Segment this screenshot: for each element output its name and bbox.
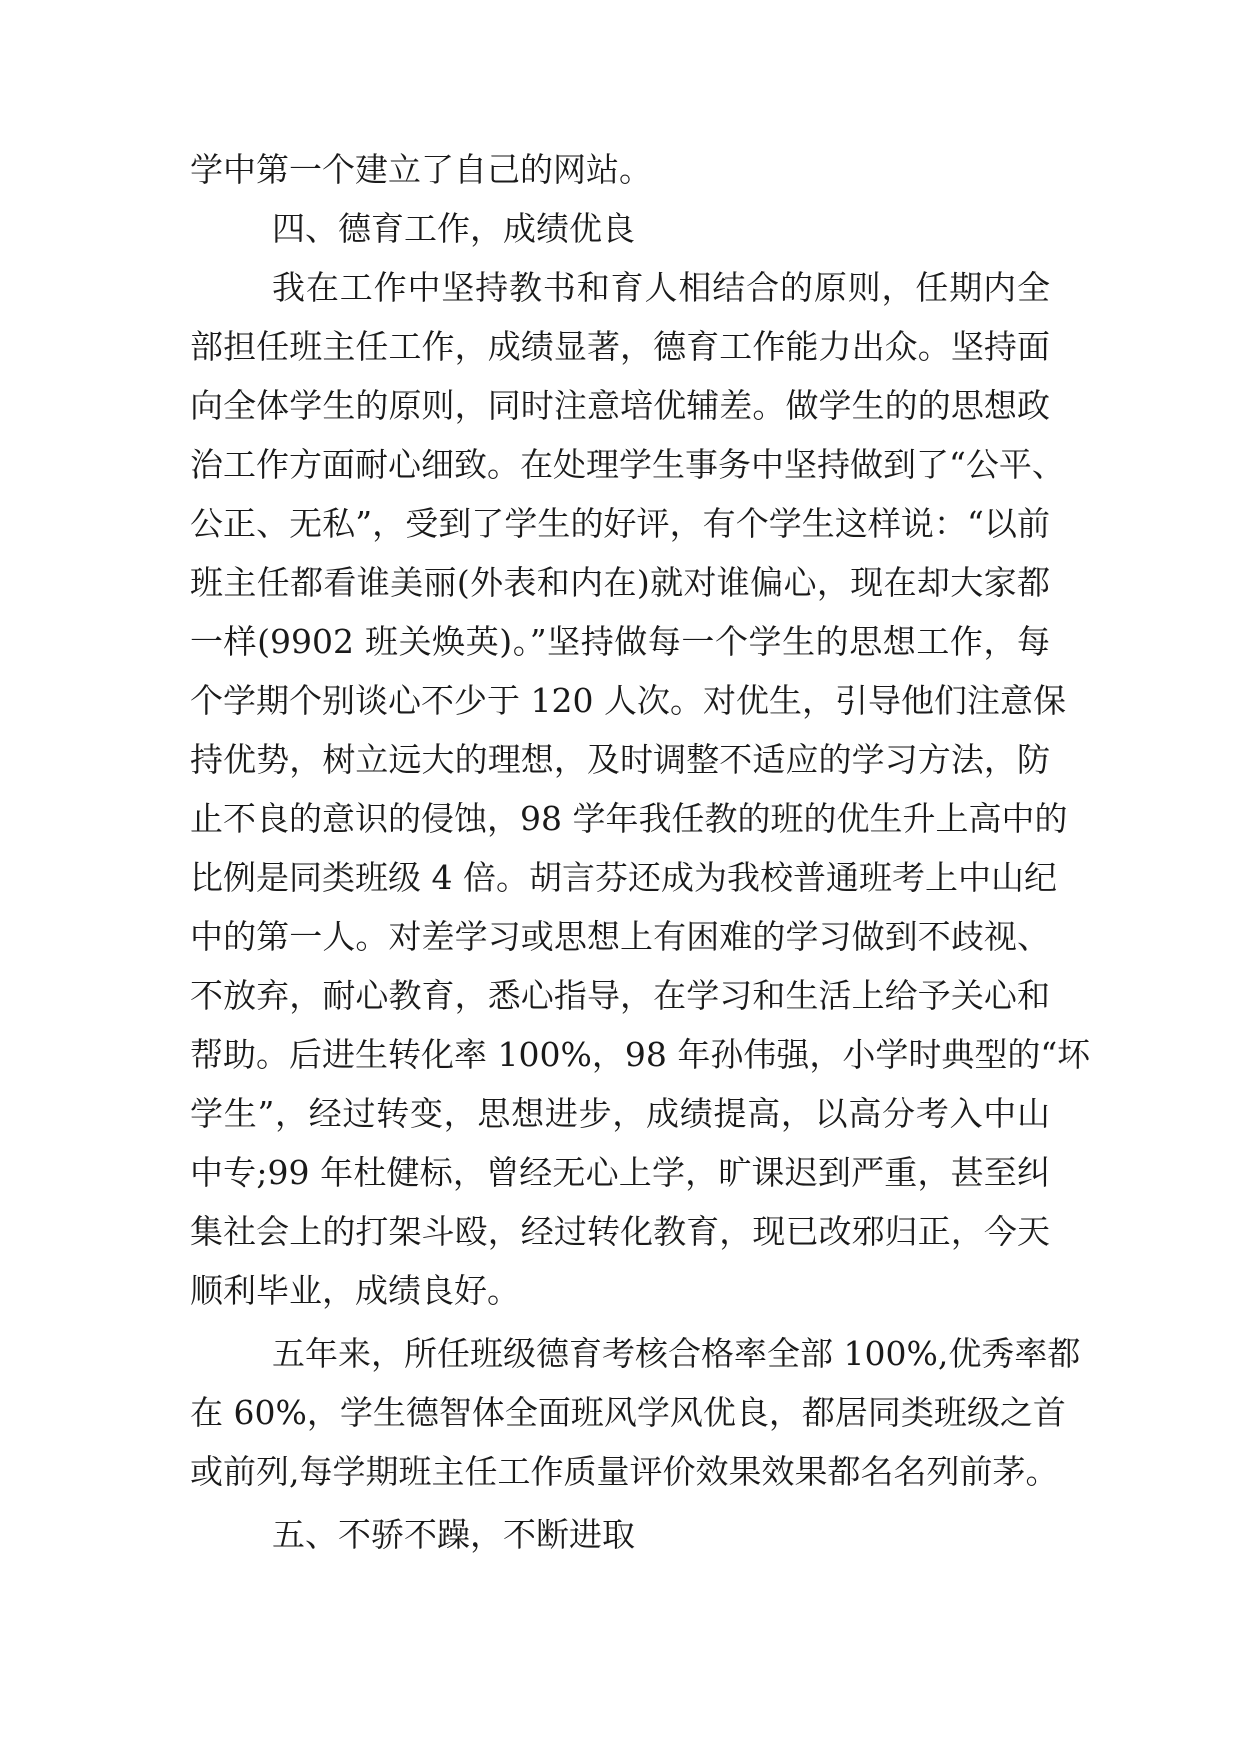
paragraph-line-1: 学中第一个建立了自己的网站。: [190, 150, 652, 189]
paragraph-line-4: 部担任班主任工作，成绩显著，德育工作能力出众。坚持面: [190, 327, 1050, 366]
section-heading-keep-progressing: 五、不骄不躁，不断进取: [272, 1515, 635, 1554]
paragraph-line-16: 帮助。后进生转化率 100%，98 年孙伟强，小学时典型的“坏: [190, 1035, 1091, 1074]
paragraph-line-6: 治工作方面耐心细致。在处理学生事务中坚持做到了“公平、: [190, 445, 1065, 484]
paragraph-line-10: 个学期个别谈心不少于 120 人次。对优生，引导他们注意保: [190, 681, 1066, 720]
paragraph-line-8: 班主任都看谁美丽(外表和内在)就对谁偏心，现在却大家都: [190, 563, 1050, 602]
paragraph-line-7: 公正、无私”，受到了学生的好评，有个学生这样说：“以前: [190, 504, 1050, 543]
paragraph-line-22: 在 60%，学生德智体全面班风学风优良，都居同类班级之首: [190, 1393, 1066, 1432]
paragraph-line-23: 或前列,每学期班主任工作质量评价效果效果都名名列前茅。: [190, 1452, 1059, 1491]
paragraph-line-11: 持优势，树立远大的理想，及时调整不适应的学习方法，防: [190, 740, 1050, 779]
paragraph-line-20: 顺利毕业，成绩良好。: [190, 1271, 520, 1310]
paragraph-line-21: 五年来，所任班级德育考核合格率全部 100%,优秀率都: [272, 1334, 1081, 1373]
paragraph-line-17: 学生”，经过转变，思想进步，成绩提高，以高分考入中山: [190, 1094, 1050, 1133]
section-heading-moral-education: 四、德育工作，成绩优良: [272, 209, 635, 248]
paragraph-line-13: 比例是同类班级 4 倍。胡言芬还成为我校普通班考上中山纪: [190, 858, 1057, 897]
paragraph-line-3: 我在工作中坚持教书和育人相结合的原则，任期内全: [272, 268, 1050, 307]
paragraph-line-12: 止不良的意识的侵蚀，98 学年我任教的班的优生升上高中的: [190, 799, 1068, 838]
paragraph-line-15: 不放弃，耐心教育，悉心指导，在学习和生活上给予关心和: [190, 976, 1050, 1015]
paragraph-line-14: 中的第一人。对差学习或思想上有困难的学习做到不歧视、: [190, 917, 1050, 956]
paragraph-line-9: 一样(9902 班关焕英)。”坚持做每一个学生的思想工作，每: [190, 622, 1050, 661]
paragraph-line-5: 向全体学生的原则，同时注意培优辅差。做学生的的思想政: [190, 386, 1050, 425]
paragraph-line-18: 中专;99 年杜健标，曾经无心上学，旷课迟到严重，甚至纠: [190, 1153, 1050, 1192]
paragraph-line-19: 集社会上的打架斗殴，经过转化教育，现已改邪归正，今天: [190, 1212, 1050, 1251]
